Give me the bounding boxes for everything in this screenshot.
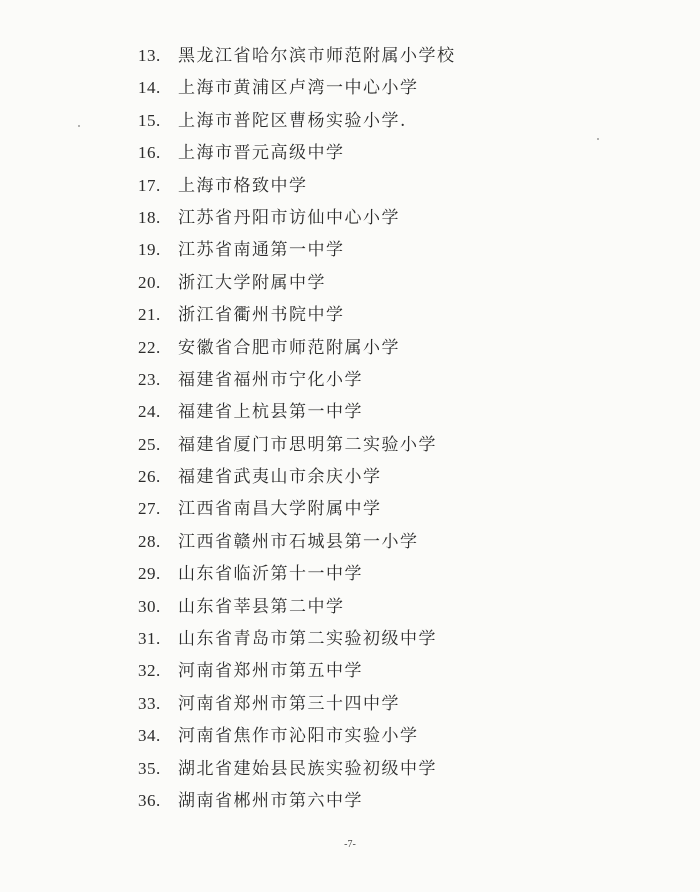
school-name: 上海市黄浦区卢湾一中心小学: [178, 78, 419, 99]
list-item: [138, 526, 456, 558]
item-number: 18.: [138, 207, 161, 227]
school-name: 山东省青岛市第二实验初级中学: [178, 629, 437, 650]
list-item: [138, 40, 456, 72]
item-number: 29.: [138, 564, 161, 584]
school-name: 浙江省衢州书院中学: [178, 305, 345, 326]
item-number: 20.: [138, 272, 161, 292]
school-name: 黑龙江省哈尔滨市师范附属小学校: [178, 46, 456, 66]
school-name: 江苏省丹阳市访仙中心小学: [178, 207, 400, 228]
school-name: 山东省临沂第十一中学: [178, 564, 363, 585]
item-number: 13.: [138, 46, 161, 65]
school-name: 福建省上杭县第一中学: [178, 402, 363, 423]
item-number: 14.: [138, 78, 161, 98]
list-item: [138, 720, 456, 752]
school-name: 河南省焦作市沁阳市实验小学: [178, 726, 419, 747]
list-item: [138, 364, 456, 396]
list-item: [138, 72, 456, 104]
list-item: [138, 688, 456, 720]
list-item: [138, 461, 456, 493]
item-number: 30.: [138, 596, 161, 616]
list-item: [138, 493, 456, 525]
list-item: [138, 753, 456, 785]
school-name: 江西省南昌大学附属中学: [178, 499, 382, 520]
item-number: 32.: [138, 661, 161, 681]
item-number: 25.: [138, 434, 161, 454]
list-item: [138, 105, 456, 137]
item-number: 16.: [138, 143, 161, 163]
item-number: 21.: [138, 305, 161, 325]
item-number: 24.: [138, 402, 161, 422]
list-item: [138, 785, 456, 817]
item-number: 36.: [138, 790, 161, 810]
school-name: 浙江大学附属中学: [178, 272, 326, 293]
list-item: [138, 429, 456, 461]
list-item: [138, 655, 456, 687]
list-item: [138, 137, 456, 169]
item-number: 27.: [138, 499, 161, 519]
item-number: 15.: [138, 110, 161, 130]
list-item: [138, 332, 456, 364]
school-name: 江苏省南通第一中学: [178, 240, 345, 261]
school-list: [138, 40, 456, 817]
list-item: [138, 170, 456, 202]
scan-speck: [78, 125, 80, 127]
school-name: 江西省赣州市石城县第一小学: [178, 531, 419, 552]
list-item: [138, 234, 456, 266]
school-name: 上海市普陀区曹杨实验小学.: [178, 110, 407, 131]
page-number: -7-: [344, 839, 356, 850]
list-item: [138, 591, 456, 623]
school-name: 安徽省合肥市师范附属小学: [178, 337, 400, 358]
list-item: [138, 558, 456, 590]
school-name: 福建省厦门市思明第二实验小学: [178, 434, 437, 455]
item-number: 22.: [138, 337, 161, 357]
school-name: 福建省武夷山市余庆小学: [178, 467, 382, 488]
list-item: [138, 396, 456, 428]
item-number: 23.: [138, 369, 161, 389]
item-number: 19.: [138, 240, 161, 260]
item-number: 28.: [138, 531, 161, 551]
item-number: 34.: [138, 726, 161, 746]
school-name: 上海市格致中学: [178, 175, 308, 196]
school-name: 河南省郑州市第三十四中学: [178, 693, 400, 714]
item-number: 17.: [138, 175, 161, 195]
scan-speck: [597, 138, 599, 140]
school-name: 湖南省郴州市第六中学: [178, 790, 363, 811]
item-number: 35.: [138, 758, 161, 778]
school-name: 河南省郑州市第五中学: [178, 661, 363, 682]
school-name: 福建省福州市宁化小学: [178, 369, 363, 390]
item-number: 31.: [138, 629, 161, 649]
list-item: [138, 299, 456, 331]
item-number: 33.: [138, 693, 161, 713]
item-number: 26.: [138, 467, 161, 487]
list-item: [138, 202, 456, 234]
list-item: [138, 623, 456, 655]
school-name: 上海市晋元高级中学: [178, 143, 345, 164]
school-name: 湖北省建始县民族实验初级中学: [178, 758, 437, 779]
list-item: [138, 267, 456, 299]
school-name: 山东省莘县第二中学: [178, 596, 345, 617]
